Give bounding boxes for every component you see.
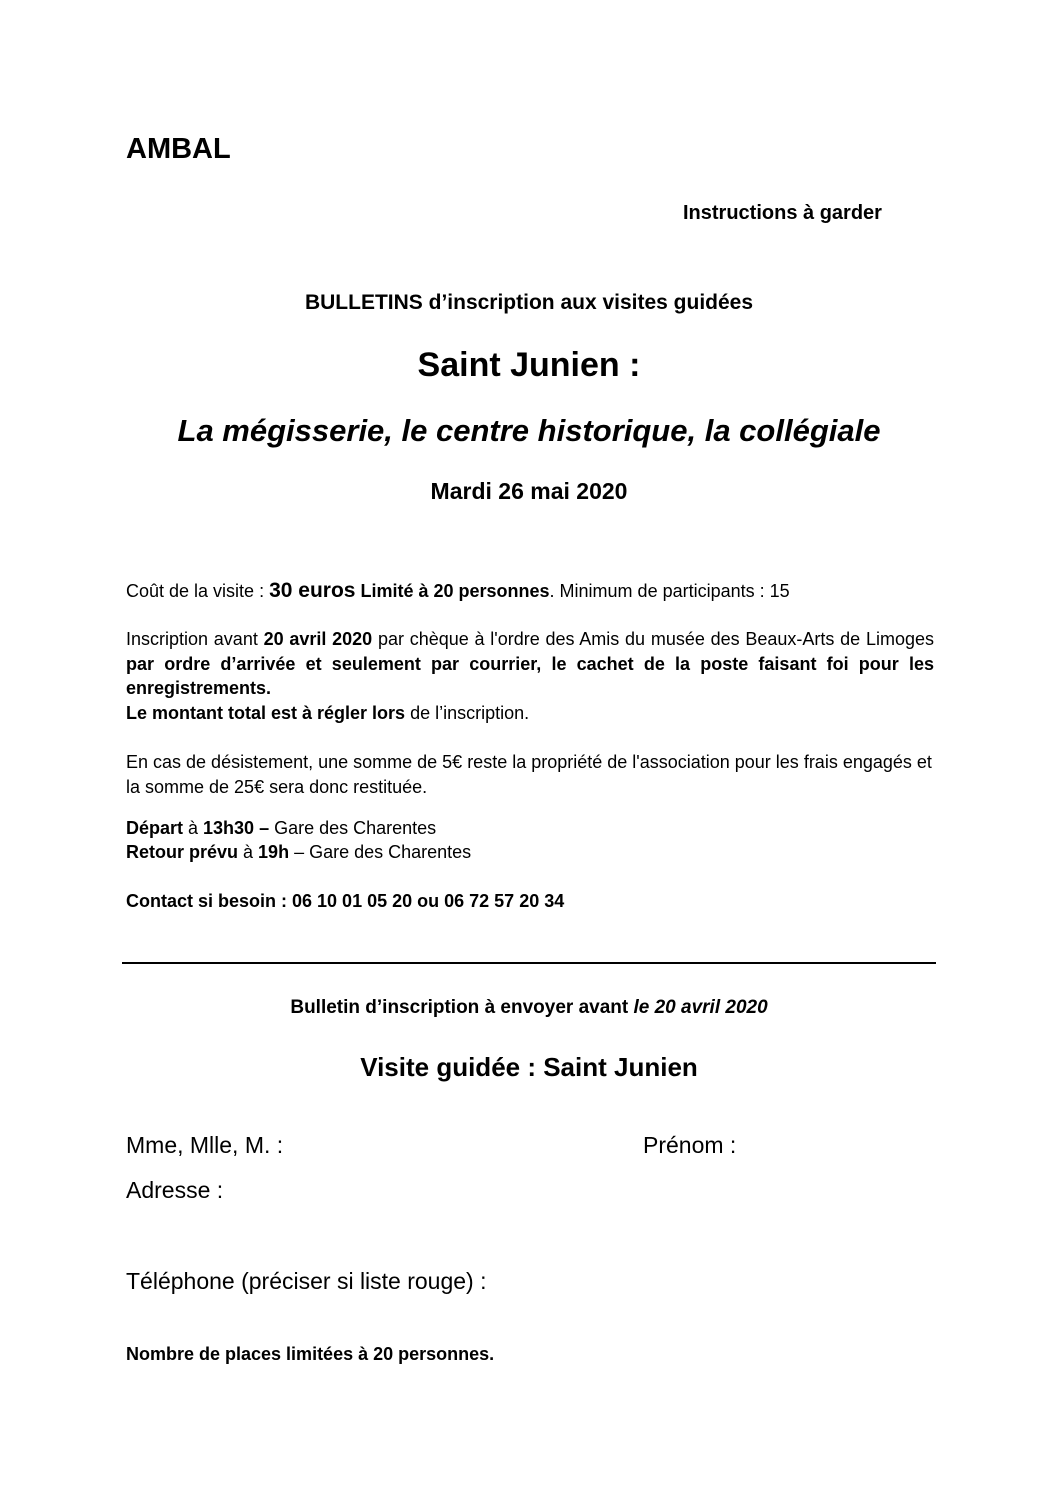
departure-time: 13h30 – (203, 818, 270, 838)
bulletins-heading (0, 291, 1058, 315)
civility-label: Mme, Mlle, M. : (126, 1132, 284, 1158)
cost-line (126, 579, 790, 603)
departure-label: Départ (126, 818, 184, 838)
inscription-paragraph (126, 627, 934, 701)
place-title: Saint Junien : (417, 346, 641, 384)
cost-amount: 30 euros (269, 579, 356, 602)
total-line (126, 703, 529, 724)
contact-line: Contact si besoin : 06 10 01 05 20 ou 06 72 57 20 34 (126, 891, 565, 911)
inscription-text-1: Inscription avant (126, 629, 264, 649)
return-label: Retour prévu (126, 842, 239, 862)
departure-line (126, 818, 436, 839)
return-time: 19h (258, 842, 290, 862)
return-line (126, 842, 471, 863)
visit-subtitle: La mégisserie, le centre historique, la collégiale (177, 413, 881, 448)
departure-place: Gare des Charentes (269, 818, 437, 838)
total-bold: Le montant total est à régler lors (126, 703, 406, 723)
firstname-label: Prénom : (643, 1132, 737, 1158)
cost-label: Coût de la visite : (126, 581, 270, 601)
form-heading (0, 997, 1058, 1019)
visit-date: Mardi 26 mai 2020 (430, 478, 628, 504)
phone-label: Téléphone (préciser si liste rouge) : (126, 1268, 487, 1294)
cost-limit: Limité à 20 personnes (355, 581, 550, 601)
instructions-note: Instructions à garder (683, 202, 882, 224)
cost-minimum: . Minimum de participants : 15 (549, 581, 790, 601)
form-heading-date: le 20 avril 2020 (633, 997, 768, 1018)
return-mid: à (238, 842, 259, 862)
form-heading-main: Bulletin d’inscription à envoyer avant (290, 997, 634, 1018)
bulletins-lead: BULLETINS (304, 291, 423, 314)
inscription-text-2: par chèque à l'ordre des Amis du musée des Beaux-Arts de Limoges (372, 629, 934, 649)
inscription-order: par ordre d’arrivée et seulement par courrier, le cachet de la poste faisant foi pour les enregistrements. (126, 653, 934, 698)
withdrawal-paragraph: En cas de désistement, une somme de 5€ reste la propriété de l'association pour les frais engagés et la somme de 25€ sera donc restituée. (126, 752, 932, 797)
org-name: AMBAL (126, 133, 231, 165)
form-visit-title: Visite guidée : Saint Junien (360, 1052, 698, 1082)
return-place: – Gare des Charentes (289, 842, 472, 862)
bulletins-rest: d’inscription aux visites guidées (422, 291, 754, 314)
inscription-date: 20 avril 2020 (263, 629, 373, 649)
departure-mid: à (183, 818, 204, 838)
separator-line (122, 962, 936, 964)
address-label: Adresse : (126, 1177, 224, 1203)
places-note: Nombre de places limitées à 20 personnes. (126, 1344, 495, 1364)
total-rest: de l’inscription. (405, 703, 530, 723)
